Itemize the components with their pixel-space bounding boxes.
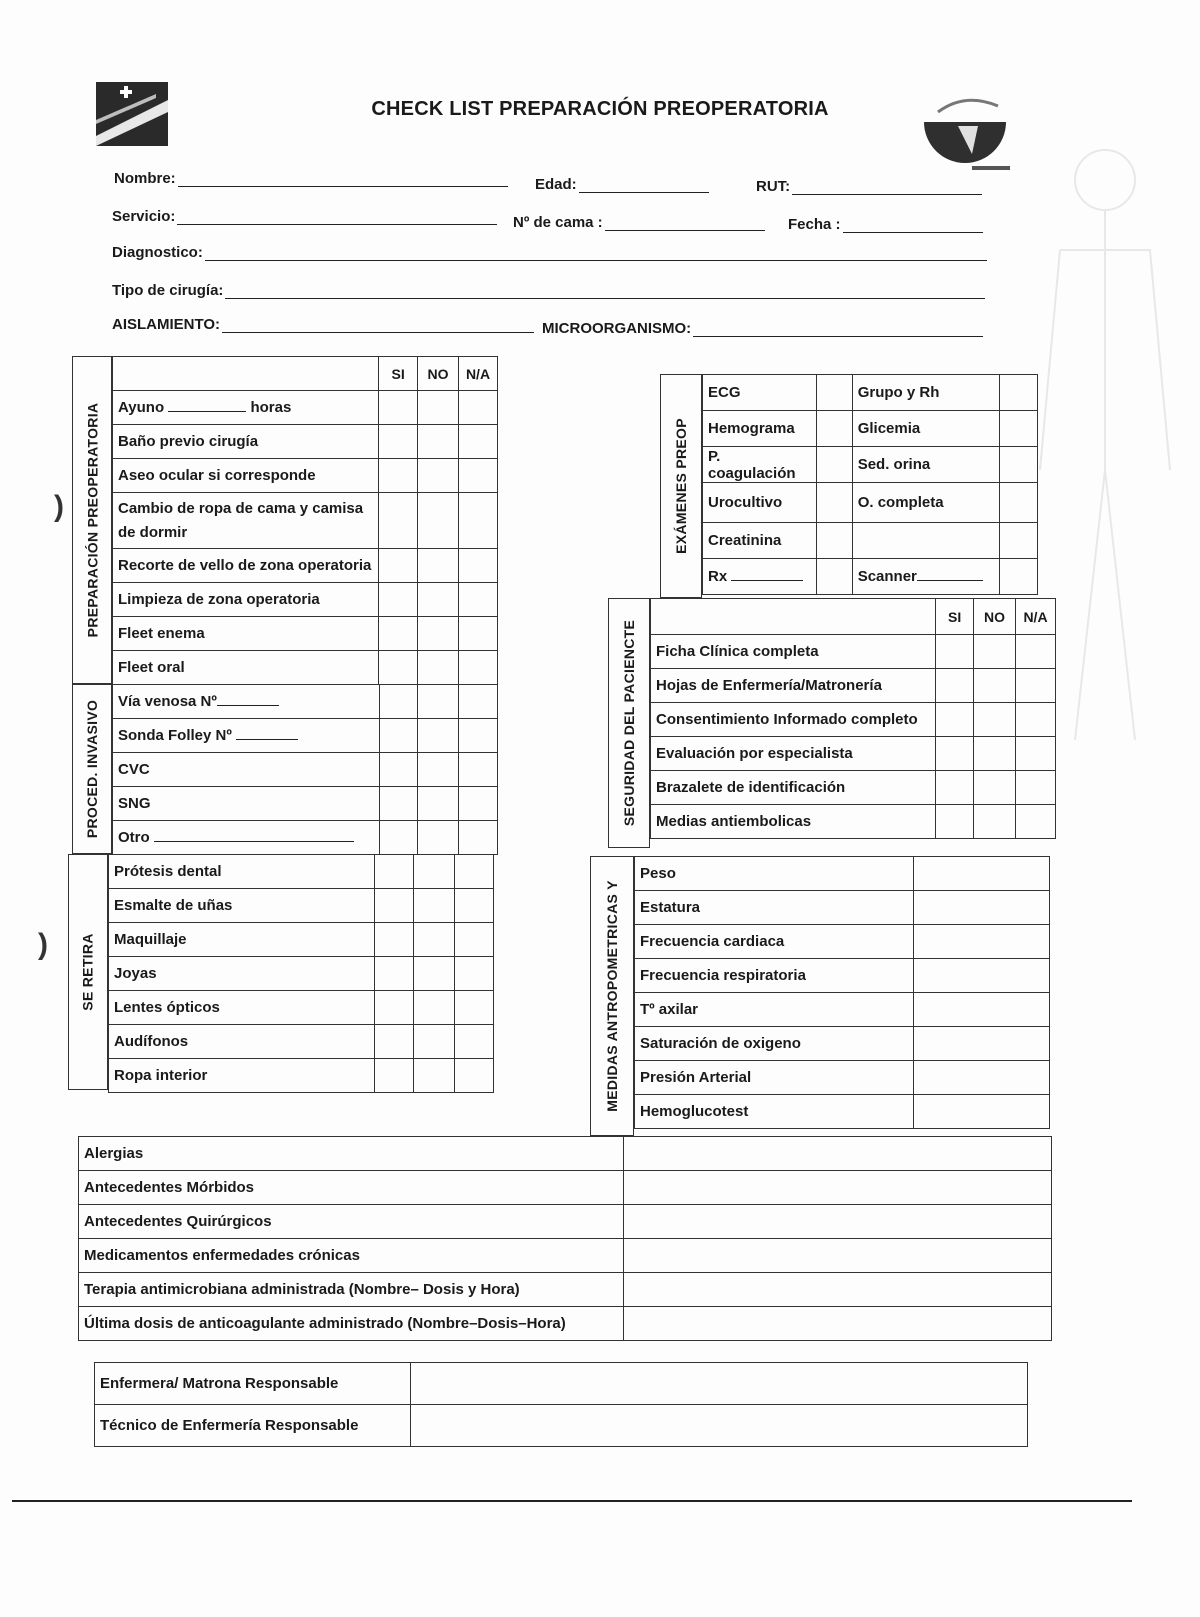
binder-mark: ): [38, 928, 48, 961]
exam-check[interactable]: [816, 559, 852, 595]
table-header-row: [651, 599, 1056, 635]
check-no[interactable]: [974, 669, 1016, 703]
check-na[interactable]: [459, 549, 498, 583]
item-label: Consentimiento Informado completo: [651, 703, 936, 737]
col-no: NO: [418, 357, 459, 391]
item-label: Audífonos: [109, 1025, 375, 1059]
check-si[interactable]: [379, 753, 418, 787]
value-cell[interactable]: [914, 891, 1050, 925]
table-row: [113, 391, 498, 425]
scanner-blank[interactable]: [917, 569, 983, 581]
exam-label: Rx: [708, 568, 728, 585]
check-na[interactable]: [1016, 635, 1056, 669]
ayuno-label: Ayuno: [118, 399, 165, 416]
check-no[interactable]: [974, 805, 1016, 839]
exam-label: [852, 523, 999, 559]
check-no[interactable]: [418, 821, 459, 855]
check-no[interactable]: [414, 1059, 455, 1093]
item-label: Frecuencia respiratoria: [635, 959, 914, 993]
table-row: [635, 1027, 1050, 1061]
check-na[interactable]: [1016, 805, 1056, 839]
diagnostico-label: Diagnostico:: [112, 244, 203, 261]
check-si[interactable]: [379, 787, 418, 821]
table-row: [635, 993, 1050, 1027]
table-row: [113, 719, 498, 753]
item-label: Aseo ocular si corresponde: [113, 459, 379, 493]
item-label: Otro: [118, 829, 150, 846]
item-label: Limpieza de zona operatoria: [113, 583, 379, 617]
table-row: [109, 923, 494, 957]
exam-check[interactable]: [1000, 447, 1038, 483]
seguridad-table: [650, 598, 1056, 839]
microorganismo-label: MICROORGANISMO:: [542, 320, 692, 337]
item-label: CVC: [113, 753, 380, 787]
table-row: [635, 857, 1050, 891]
responsables-table: [94, 1362, 1028, 1447]
check-no[interactable]: [418, 493, 459, 549]
nombre-label: Nombre:: [114, 170, 176, 187]
preparacion-table: [112, 356, 498, 685]
exam-label: O. completa: [852, 483, 999, 523]
page-divider: [12, 1500, 1132, 1502]
check-si[interactable]: [375, 889, 414, 923]
item-label: Lentes ópticos: [109, 991, 375, 1025]
exam-label: Scanner: [857, 568, 917, 585]
item-label: Frecuencia cardiaca: [635, 925, 914, 959]
check-si[interactable]: [379, 685, 418, 719]
table-row: [79, 1205, 1052, 1239]
table-row: [113, 493, 498, 549]
table-row: [109, 991, 494, 1025]
responsable-label: Enfermera/ Matrona Responsable: [95, 1363, 411, 1405]
antecedente-value[interactable]: [624, 1273, 1052, 1307]
check-si[interactable]: [936, 703, 974, 737]
section-examenes: EXÁMENES PREOP: [660, 374, 702, 598]
rut-label: RUT:: [756, 178, 791, 195]
check-na[interactable]: [455, 991, 494, 1025]
page-title: CHECK LIST PREPARACIÓN PREOPERATORIA: [371, 98, 829, 120]
check-si[interactable]: [379, 425, 418, 459]
antecedente-label: Medicamentos enfermedades crónicas: [79, 1239, 624, 1273]
table-row: [79, 1239, 1052, 1273]
invasivo-table: [112, 684, 498, 855]
table-row: [109, 1025, 494, 1059]
check-na[interactable]: [459, 685, 498, 719]
table-row: [651, 635, 1056, 669]
check-no[interactable]: [974, 771, 1016, 805]
section-medidas: MEDIDAS ANTROPOMETRICAS Y: [590, 856, 634, 1136]
check-na[interactable]: [455, 957, 494, 991]
table-row: [703, 483, 1038, 523]
fecha-label: Fecha :: [788, 216, 841, 233]
col-na: N/A: [1016, 599, 1056, 635]
section-retira: SE RETIRA: [68, 854, 108, 1090]
col-na: N/A: [459, 357, 498, 391]
microorganismo-field[interactable]: [542, 320, 983, 337]
item-label: Peso: [635, 857, 914, 891]
value-cell[interactable]: [914, 1061, 1050, 1095]
table-row: [113, 425, 498, 459]
check-na[interactable]: [459, 493, 498, 549]
check-si[interactable]: [936, 805, 974, 839]
diagnostico-field[interactable]: [112, 244, 987, 261]
antecedente-value[interactable]: [624, 1137, 1052, 1171]
check-na[interactable]: [459, 617, 498, 651]
table-row: [703, 375, 1038, 411]
exam-check[interactable]: [1000, 559, 1038, 595]
antecedentes-table: [78, 1136, 1052, 1341]
check-na[interactable]: [455, 889, 494, 923]
antecedente-label: Terapia antimicrobiana administrada (Nombre– Dosis y Hora): [79, 1273, 624, 1307]
check-si[interactable]: [375, 855, 414, 889]
medidas-table: [634, 856, 1050, 1129]
table-row: [635, 1061, 1050, 1095]
exam-check[interactable]: [1000, 483, 1038, 523]
exam-check[interactable]: [816, 411, 852, 447]
table-row: [651, 669, 1056, 703]
edad-field[interactable]: [535, 176, 709, 193]
item-label: Fleet enema: [113, 617, 379, 651]
check-no[interactable]: [418, 425, 459, 459]
check-si[interactable]: [379, 651, 418, 685]
check-na[interactable]: [459, 651, 498, 685]
table-row: [113, 549, 498, 583]
check-si[interactable]: [379, 549, 418, 583]
examenes-table: [702, 374, 1038, 595]
check-na[interactable]: [459, 459, 498, 493]
check-no[interactable]: [974, 635, 1016, 669]
value-cell[interactable]: [914, 959, 1050, 993]
item-label: Ropa interior: [109, 1059, 375, 1093]
check-no[interactable]: [414, 855, 455, 889]
check-na[interactable]: [1016, 703, 1056, 737]
table-row: [651, 771, 1056, 805]
binder-mark: ): [54, 490, 64, 523]
value-cell[interactable]: [914, 1095, 1050, 1129]
item-label: Hemoglucotest: [635, 1095, 914, 1129]
check-na[interactable]: [459, 583, 498, 617]
check-na[interactable]: [459, 821, 498, 855]
check-na[interactable]: [1016, 771, 1056, 805]
item-label: Esmalte de uñas: [109, 889, 375, 923]
table-row: [703, 411, 1038, 447]
aislamiento-field[interactable]: [112, 316, 534, 333]
table-row: [95, 1363, 1028, 1405]
table-row: [113, 583, 498, 617]
item-label: Ficha Clínica completa: [651, 635, 936, 669]
check-na[interactable]: [459, 753, 498, 787]
item-label: Recorte de vello de zona operatoria: [113, 549, 379, 583]
check-si[interactable]: [379, 391, 418, 425]
check-si[interactable]: [379, 493, 418, 549]
check-no[interactable]: [414, 1025, 455, 1059]
retira-table: [108, 854, 494, 1093]
check-na[interactable]: [459, 425, 498, 459]
check-si[interactable]: [936, 737, 974, 771]
check-no[interactable]: [974, 703, 1016, 737]
edad-label: Edad:: [535, 176, 577, 193]
antecedente-value[interactable]: [624, 1171, 1052, 1205]
check-no[interactable]: [418, 719, 459, 753]
fecha-field[interactable]: [788, 216, 983, 233]
tipo-cirugia-field[interactable]: [112, 282, 985, 299]
antecedente-value[interactable]: [624, 1307, 1052, 1341]
responsable-value[interactable]: [410, 1405, 1027, 1447]
check-na[interactable]: [459, 719, 498, 753]
item-label: Evaluación por especialista: [651, 737, 936, 771]
exam-label: Grupo y Rh: [852, 375, 999, 411]
table-row: [109, 855, 494, 889]
item-label: Joyas: [109, 957, 375, 991]
exam-check[interactable]: [816, 483, 852, 523]
check-no[interactable]: [414, 923, 455, 957]
exam-label: P. coagulación: [703, 447, 817, 483]
check-na[interactable]: [1016, 669, 1056, 703]
table-row: [109, 957, 494, 991]
antecedente-label: Antecedentes Quirúrgicos: [79, 1205, 624, 1239]
exam-label: Sed. orina: [852, 447, 999, 483]
table-row: [703, 523, 1038, 559]
ayuno-hours-blank[interactable]: [168, 400, 246, 412]
exam-label: Hemograma: [703, 411, 817, 447]
table-row: [703, 559, 1038, 595]
value-cell[interactable]: [914, 925, 1050, 959]
item-label: SNG: [113, 787, 380, 821]
antecedente-value[interactable]: [624, 1205, 1052, 1239]
table-row: [651, 805, 1056, 839]
sonda-folley-blank[interactable]: [236, 728, 298, 740]
check-na[interactable]: [459, 787, 498, 821]
check-no[interactable]: [418, 753, 459, 787]
check-no[interactable]: [418, 459, 459, 493]
antecedente-label: Alergias: [79, 1137, 624, 1171]
responsable-value[interactable]: [410, 1363, 1027, 1405]
item-label: Vía venosa Nº: [118, 693, 217, 710]
table-row: [635, 891, 1050, 925]
item-label: Saturación de oxigeno: [635, 1027, 914, 1061]
col-no: NO: [974, 599, 1016, 635]
table-row: [635, 1095, 1050, 1129]
table-row: [635, 959, 1050, 993]
exam-label: Urocultivo: [703, 483, 817, 523]
check-si[interactable]: [936, 635, 974, 669]
table-row: [651, 703, 1056, 737]
check-no[interactable]: [974, 737, 1016, 771]
aislamiento-label: AISLAMIENTO:: [112, 316, 221, 333]
rx-blank[interactable]: [731, 569, 803, 581]
item-label: Sonda Folley Nº: [118, 727, 232, 744]
exam-check[interactable]: [1000, 523, 1038, 559]
table-row: [113, 685, 498, 719]
antecedente-value[interactable]: [624, 1239, 1052, 1273]
check-no[interactable]: [418, 549, 459, 583]
rut-field[interactable]: [756, 178, 982, 195]
item-label: Fleet oral: [113, 651, 379, 685]
horas-label: horas: [250, 399, 292, 416]
exam-label: ECG: [703, 375, 817, 411]
check-no[interactable]: [418, 617, 459, 651]
item-label: Brazalete de identificación: [651, 771, 936, 805]
table-row: [79, 1137, 1052, 1171]
nombre-field[interactable]: [114, 170, 508, 187]
cama-label: Nº de cama :: [513, 214, 603, 231]
check-no[interactable]: [418, 583, 459, 617]
section-seguridad: SEGURIDAD DEL PACIENCTE: [608, 598, 650, 848]
item-label: Presión Arterial: [635, 1061, 914, 1095]
value-cell[interactable]: [914, 1027, 1050, 1061]
col-si: SI: [379, 357, 418, 391]
item-label: Baño previo cirugía: [113, 425, 379, 459]
check-no[interactable]: [418, 787, 459, 821]
table-row: [113, 753, 498, 787]
check-si[interactable]: [379, 583, 418, 617]
check-no[interactable]: [418, 685, 459, 719]
tipo-cirugia-label: Tipo de cirugía:: [112, 282, 224, 299]
check-si[interactable]: [375, 991, 414, 1025]
table-row: [79, 1273, 1052, 1307]
check-si[interactable]: [375, 1025, 414, 1059]
check-no[interactable]: [418, 391, 459, 425]
check-no[interactable]: [418, 651, 459, 685]
table-header-row: [113, 357, 498, 391]
section-preparacion: PREPARACIÓN PREOPERATORIA: [72, 356, 112, 684]
check-si[interactable]: [375, 1059, 414, 1093]
check-si[interactable]: [379, 821, 418, 855]
check-no[interactable]: [414, 957, 455, 991]
check-na[interactable]: [1016, 737, 1056, 771]
item-label: Maquillaje: [109, 923, 375, 957]
check-no[interactable]: [414, 889, 455, 923]
col-si: SI: [936, 599, 974, 635]
check-no[interactable]: [414, 991, 455, 1025]
value-cell[interactable]: [914, 993, 1050, 1027]
check-na[interactable]: [459, 391, 498, 425]
table-row: [635, 925, 1050, 959]
item-label: Medias antiembolicas: [651, 805, 936, 839]
antecedente-label: Última dosis de anticoagulante administrado (Nombre–Dosis–Hora): [79, 1307, 624, 1341]
antecedente-label: Antecedentes Mórbidos: [79, 1171, 624, 1205]
responsable-label: Técnico de Enfermería Responsable: [95, 1405, 411, 1447]
value-cell[interactable]: [914, 857, 1050, 891]
table-row: [113, 617, 498, 651]
table-row: [95, 1405, 1028, 1447]
via-venosa-blank[interactable]: [217, 694, 279, 706]
check-si[interactable]: [375, 923, 414, 957]
exam-check[interactable]: [816, 447, 852, 483]
table-row: [79, 1307, 1052, 1341]
check-si[interactable]: [936, 669, 974, 703]
table-row: [113, 787, 498, 821]
exam-label: Creatinina: [703, 523, 817, 559]
check-si[interactable]: [379, 719, 418, 753]
table-row: [113, 651, 498, 685]
table-row: [79, 1171, 1052, 1205]
item-label: Cambio de ropa de cama y camisa de dormir: [113, 493, 379, 549]
check-na[interactable]: [455, 923, 494, 957]
check-si[interactable]: [379, 459, 418, 493]
item-label: Tº axilar: [635, 993, 914, 1027]
item-label: Hojas de Enfermería/Matronería: [651, 669, 936, 703]
exam-check[interactable]: [816, 375, 852, 411]
check-si[interactable]: [375, 957, 414, 991]
table-row: [113, 459, 498, 493]
item-label: Prótesis dental: [109, 855, 375, 889]
check-na[interactable]: [455, 1025, 494, 1059]
exam-check[interactable]: [1000, 375, 1038, 411]
table-row: [109, 889, 494, 923]
check-si[interactable]: [379, 617, 418, 651]
servicio-field[interactable]: [112, 208, 497, 225]
exam-check[interactable]: [1000, 411, 1038, 447]
exam-check[interactable]: [816, 523, 852, 559]
check-na[interactable]: [455, 855, 494, 889]
table-row: [651, 737, 1056, 771]
check-na[interactable]: [455, 1059, 494, 1093]
exam-label: Glicemia: [852, 411, 999, 447]
cama-field[interactable]: [513, 214, 765, 231]
servicio-label: Servicio:: [112, 208, 176, 225]
table-row: [109, 1059, 494, 1093]
table-row: [703, 447, 1038, 483]
otro-blank[interactable]: [154, 830, 354, 842]
check-si[interactable]: [936, 771, 974, 805]
section-invasivo: PROCED. INVASIVO: [72, 684, 112, 854]
item-label: Estatura: [635, 891, 914, 925]
table-row: [113, 821, 498, 855]
